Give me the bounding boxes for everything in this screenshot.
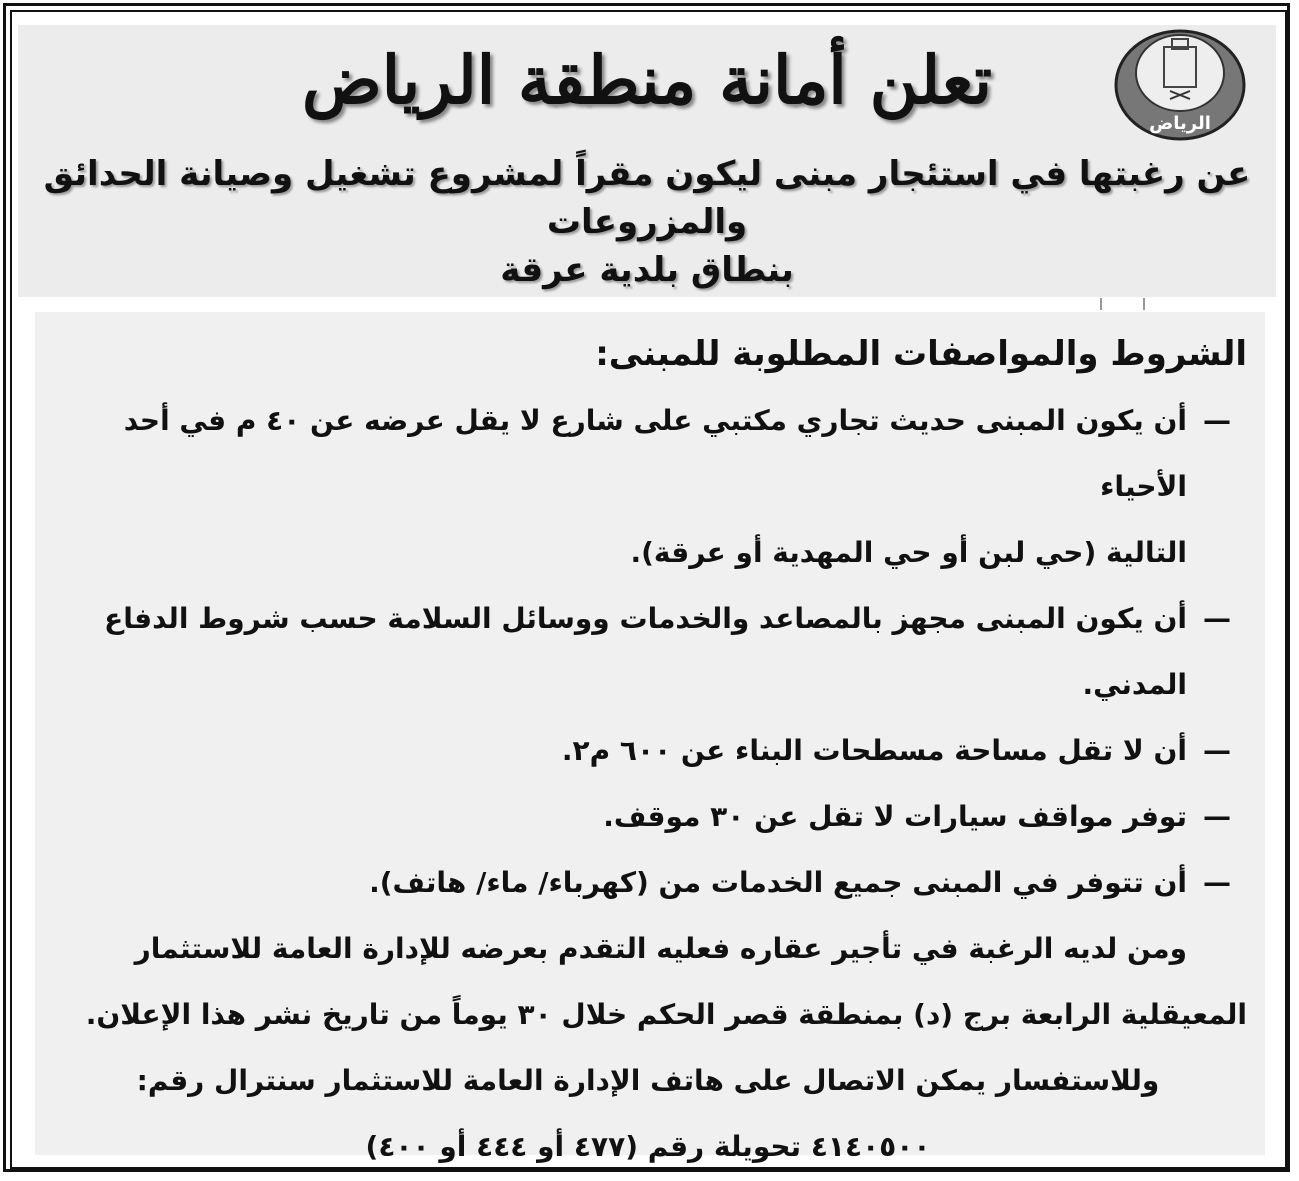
condition-text: أن تتوفر في المبنى جميع الخدمات من (كهرباء/ ماء/ هاتف). — [369, 866, 1187, 899]
conditions-heading: الشروط والمواصفات المطلوبة للمبنى: — [595, 334, 1247, 374]
announcement-title: تعلن أمانة منطقة الرياض — [301, 41, 993, 119]
dash-marker: — — [1203, 404, 1231, 437]
dash-marker: — — [1203, 800, 1231, 833]
dash-marker: — — [1203, 734, 1231, 767]
condition-text: توفر مواقف سيارات لا تقل عن ٣٠ موقف. — [603, 800, 1187, 833]
divider-tick — [1100, 298, 1102, 310]
contact-line-1: وللاستفسار يمكن الاتصال على هاتف الإدارة العامة للاستثمار سنترال رقم: — [136, 1064, 1160, 1097]
condition-text: أن يكون المبنى مجهز بالمصاعد والخدمات ووسائل السلامة حسب شروط الدفاع المدني. — [104, 602, 1187, 701]
announcement-body — [35, 312, 1265, 1163]
condition-item — [49, 784, 1247, 850]
submission-paragraph-line-2: المعيقلية الرابعة برج (د) بمنطقة قصر الحكم خلال ٣٠ يوماً من تاريخ نشر هذا الإعلان. — [85, 998, 1247, 1031]
divider-tick — [1143, 298, 1145, 310]
condition-text: أن يكون المبنى حديث تجاري مكتبي على شارع لا يقل عرضه عن ٤٠ م في أحد الأحياء — [123, 404, 1187, 503]
condition-text: أن لا تقل مساحة مسطحات البناء عن ٦٠٠ م٢. — [561, 734, 1187, 767]
condition-item — [49, 388, 1247, 520]
subtitle-line-1: عن رغبتها في استئجار مبنى ليكون مقراً لمشروع تشغيل وصيانة الحدائق والمزروعات — [43, 154, 1251, 242]
condition-item — [49, 586, 1247, 718]
svg-text:الرياض: الرياض — [1149, 113, 1211, 134]
title-row — [18, 25, 1276, 150]
announcement-header — [18, 25, 1276, 297]
condition-item — [49, 850, 1247, 916]
subtitle-line-2: بنطاق بلدية عرقة — [500, 250, 794, 290]
submission-paragraph-line-1: ومن لديه الرغبة في تأجير عقاره فعليه التقدم بعرضه للإدارة العامة للاستثمار — [134, 932, 1187, 965]
condition-item — [49, 718, 1247, 784]
dash-marker: — — [1203, 866, 1231, 899]
riyadh-municipality-logo — [1114, 29, 1246, 141]
announcement-subtitle — [18, 150, 1276, 294]
contact-phone: ٤١٤٠٥٠٠ تحويلة رقم (٤٧٧ أو ٤٤٤ أو ٤٠٠) — [365, 1130, 931, 1163]
condition-item-continued: التالية (حي لبن أو حي المهدية أو عرقة). — [630, 536, 1187, 569]
dash-marker: — — [1203, 602, 1231, 635]
